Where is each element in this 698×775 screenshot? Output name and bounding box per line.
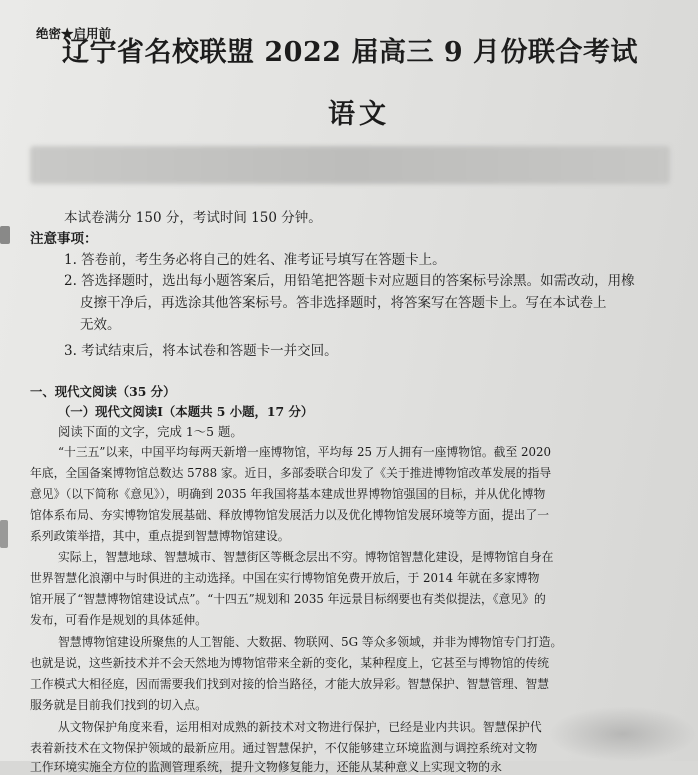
reading-instruction: 阅读下面的文字，完成 1～5 题。 — [58, 424, 243, 439]
notes-heading: 注意事项： — [30, 231, 98, 247]
passage-line: 馆体系布局、夯实博物馆发展基础、释放博物馆发展活力以及优化博物馆发展环境等方面，提出了一 — [30, 508, 550, 522]
passage-line: 世界智慧化浪潮中与时俱进的主动选择。中国在实行博物馆免费开放后，于 2014 年就在多家博物 — [30, 571, 540, 585]
subsection-heading: （一）现代文阅读Ⅰ（本题共 5 小题，17 分） — [58, 404, 314, 419]
passage-line: 工作环境实施全方位的监测管理系统，提升文物修复能力，还能从某种意义上实现文物的永 — [30, 760, 502, 774]
note-item-1: 1. 答卷前，考生务必将自己的姓名、准考证号填写在答题卡上。 — [64, 252, 446, 268]
subject-title: 语文 — [328, 99, 390, 130]
passage-line: 年底，全国备案博物馆总数达 5788 家。近日，多部委联合印发了《关于推进博物馆改革发展的指导 — [30, 466, 552, 480]
page-edge-mark — [0, 520, 8, 548]
note-item-2-line-1: 2. 答选择题时，选出每小题答案后，用铅笔把答题卡对应题目的答案标号涂黑。如需改动，用橡 — [64, 273, 635, 289]
page-edge-mark — [0, 226, 10, 244]
passage-line: “十三五”以来，中国平均每两天新增一座博物馆，平均每 25 万人拥有一座博物馆。截至 2020 — [58, 445, 552, 459]
redacted-area — [30, 146, 670, 184]
passage-line: 馆开展了“智慧博物馆建设试点”。“十四五”规划和 2035 年远景目标纲要也有类似提法，《意见》的 — [30, 592, 546, 606]
passage-line: 发布，可看作是规划的具体延伸。 — [30, 613, 207, 627]
exam-title: 辽宁省名校联盟 2022 届高三 9 月份联合考试 — [62, 37, 639, 68]
passage-line: 从文物保护角度来看，运用相对成熟的新技术对文物进行保护，已经是业内共识。智慧保护代 — [58, 720, 542, 734]
note-item-3: 3. 考试结束后，将本试卷和答题卡一并交回。 — [64, 343, 338, 359]
section-heading: 一、现代文阅读（35 分） — [30, 384, 176, 399]
passage-line: 智慧博物馆建设所聚焦的人工智能、大数据、物联网、5G 等众多领域，并非为博物馆专门打造。 — [58, 635, 563, 649]
passage-line: 系列政策举措，其中，重点提到智慧博物馆建设。 — [30, 529, 290, 543]
passage-line: 工作模式大相径庭，因而需要我们找到对接的恰当路径，才能大放异彩。智慧保护、智慧管理、智慧 — [30, 677, 550, 691]
note-item-2-line-2: 皮擦干净后，再选涂其他答案标号。答非选择题时，将答案写在答题卡上。写在本试卷上 — [80, 295, 607, 311]
passage-line: 表着新技术在文物保护领域的最新应用。通过智慧保护，不仅能够建立环境监测与调控系统对文物 — [30, 741, 538, 755]
passage-line: 实际上，智慧地球、智慧城市、智慧街区等概念层出不穷。博物馆智慧化建设，是博物馆自身在 — [58, 550, 554, 564]
passage-line: 也就是说，这些新技术并不会天然地为博物馆带来全新的变化，某种程度上，它甚至与博物馆的传统 — [30, 656, 550, 670]
passage-line: 意见》（以下简称《意见》），明确到 2035 年我国将基本建成世界博物馆强国的目标，并从优化博物 — [30, 487, 546, 501]
passage-line: 服务就是目前我们找到的切入点。 — [30, 698, 207, 712]
confidential-label: 绝密★启用前 — [36, 26, 112, 41]
stamp-shadow — [548, 706, 698, 762]
exam-info: 本试卷满分 150 分，考试时间 150 分钟。 — [64, 210, 322, 226]
note-item-2-line-3: 无效。 — [80, 317, 121, 333]
